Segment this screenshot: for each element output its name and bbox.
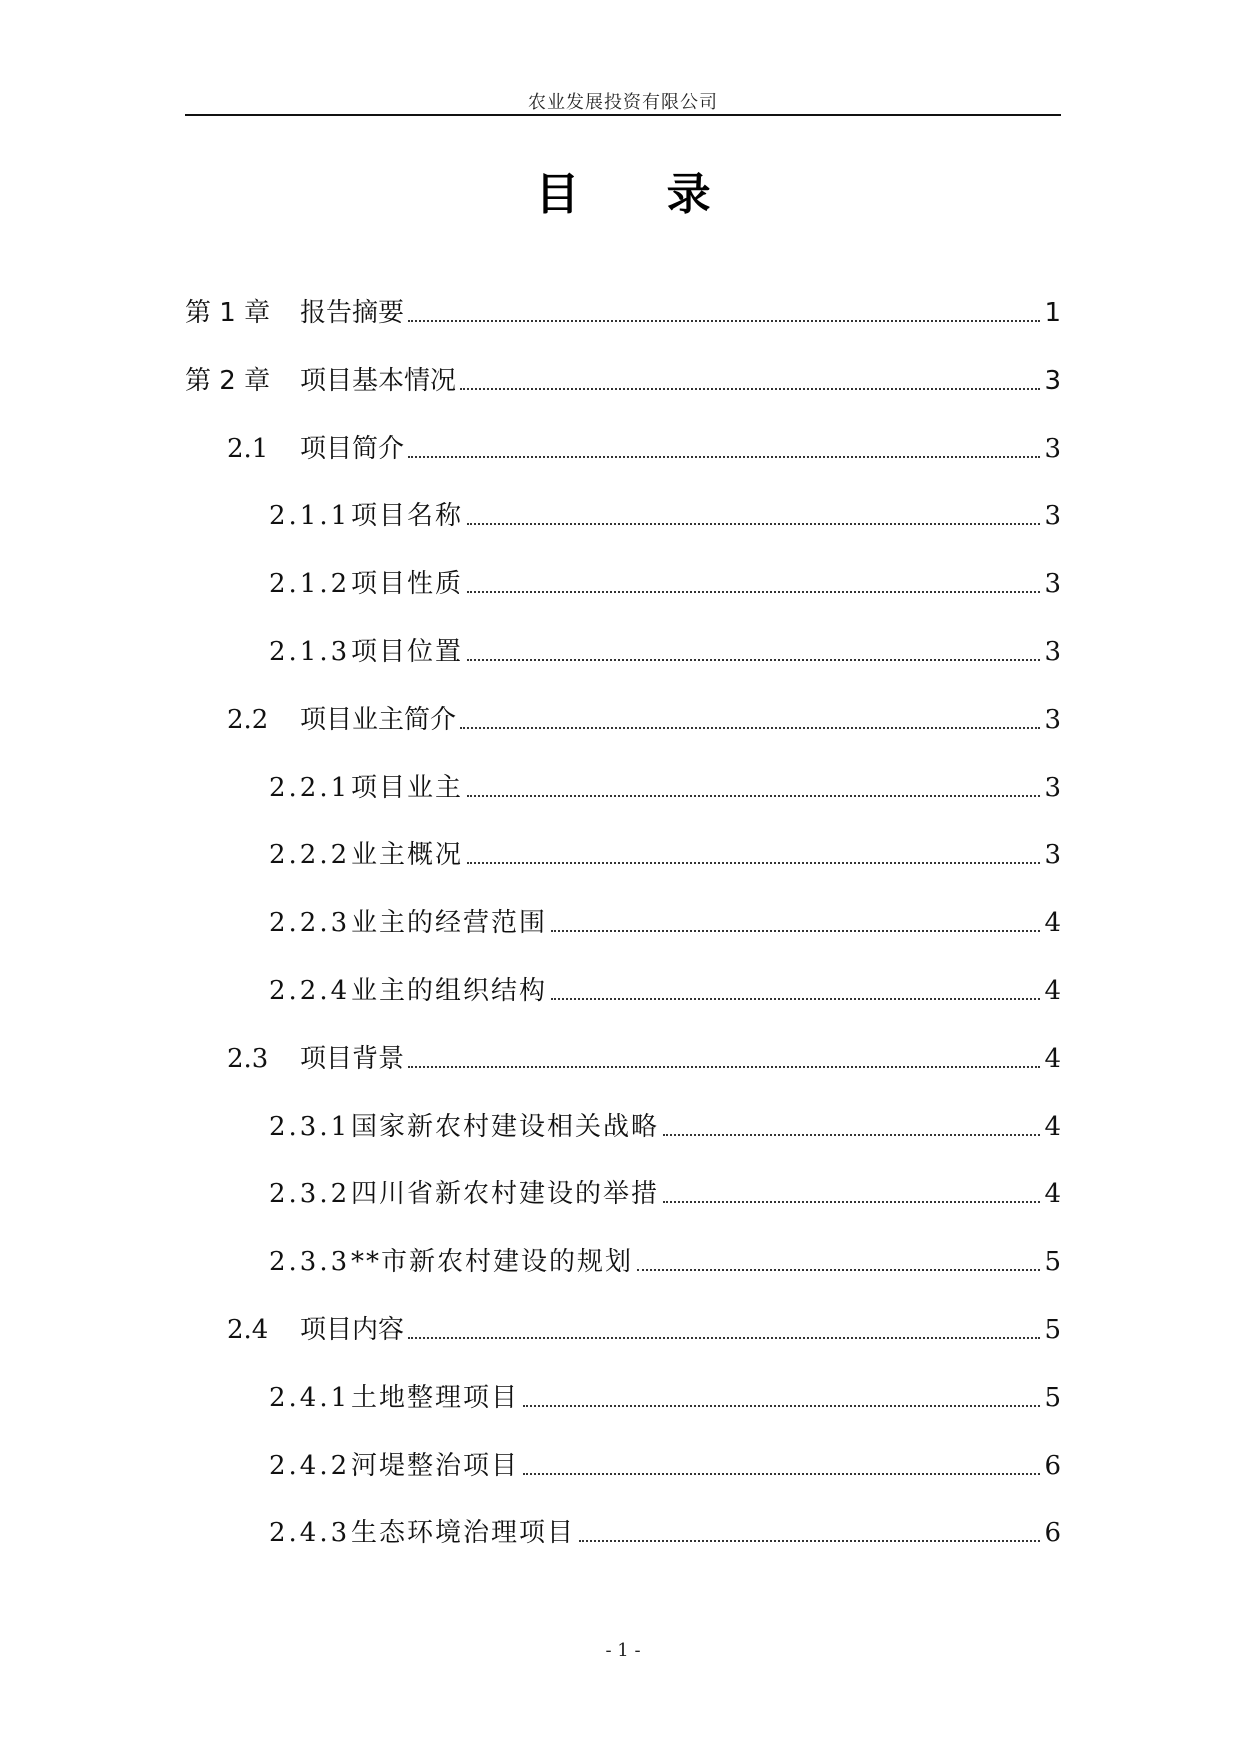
running-header: 农业发展投资有限公司: [528, 92, 718, 113]
dot-leader: [663, 1177, 1040, 1203]
dot-leader: [523, 1449, 1040, 1475]
toc-entry-page: 4: [1044, 1043, 1061, 1074]
toc-entry-2-1-3[interactable]: [185, 635, 1061, 703]
toc-entry-title: 四川省新农村建设的举措: [351, 1179, 660, 1210]
toc-entry-title: 业主的经营范围: [351, 908, 548, 939]
toc-entry-page: 1: [1044, 298, 1061, 328]
toc-entry-2-1-2[interactable]: [185, 567, 1061, 635]
toc-entry-title: 项目内容: [300, 1314, 405, 1345]
toc-entry-2-2[interactable]: [185, 703, 1061, 771]
toc-entry-page: 4: [1044, 1111, 1061, 1142]
toc-entry-title: 业主概况: [351, 840, 464, 871]
toc-entry-number: 2.1.2: [269, 569, 351, 600]
dot-leader: [467, 567, 1040, 593]
toc-entry-number: 2.2: [227, 704, 269, 735]
toc-entry-page: 3: [1044, 636, 1061, 667]
toc-entry-2-2-4[interactable]: [185, 974, 1061, 1042]
dot-leader: [551, 974, 1040, 1000]
toc-entry-page: 3: [1044, 501, 1061, 532]
table-of-contents: [185, 296, 1061, 1584]
toc-entry-title: 土地整理项目: [351, 1382, 520, 1413]
toc-entry-page: 4: [1044, 908, 1061, 939]
toc-entry-number: 2.4: [227, 1314, 269, 1345]
toc-entry-page: 5: [1044, 1382, 1061, 1413]
header-rule: [185, 114, 1061, 116]
dot-leader: [408, 296, 1040, 322]
dot-leader: [460, 703, 1040, 729]
toc-entry-2-3-1[interactable]: [185, 1110, 1061, 1178]
dot-leader: [579, 1516, 1040, 1542]
toc-entry-2-3-2[interactable]: [185, 1177, 1061, 1245]
toc-entry-page: 3: [1044, 569, 1061, 600]
toc-entry-page: 4: [1044, 975, 1061, 1006]
dot-leader: [408, 432, 1040, 458]
toc-entry-2-2-3[interactable]: [185, 906, 1061, 974]
dot-leader: [663, 1110, 1040, 1136]
toc-entry-title: 业主的组织结构: [351, 975, 548, 1006]
dot-leader: [523, 1381, 1040, 1407]
toc-entry-2-4-1[interactable]: [185, 1381, 1061, 1449]
toc-entry-page: 3: [1044, 704, 1061, 735]
toc-entry-page: 4: [1044, 1179, 1061, 1210]
dot-leader: [467, 635, 1040, 661]
toc-entry-2-3-3[interactable]: [185, 1245, 1061, 1313]
toc-entry-2-1-1[interactable]: [185, 499, 1061, 567]
toc-entry-page: 5: [1044, 1247, 1061, 1278]
toc-entry-第2章[interactable]: [185, 364, 1061, 432]
toc-entry-number: 2.2.2: [269, 840, 351, 871]
toc-entry-title: 项目简介: [300, 433, 405, 464]
toc-entry-2-2-1[interactable]: [185, 771, 1061, 839]
toc-entry-number: 2.1.1: [269, 501, 351, 532]
toc-entry-number: 2.4.1: [269, 1382, 351, 1413]
dot-leader: [467, 499, 1040, 525]
toc-entry-number: 2.3.1: [269, 1111, 351, 1142]
toc-entry-number: 2.1: [227, 433, 269, 464]
toc-entry-page: 3: [1044, 840, 1061, 871]
toc-entry-number: 2.2.4: [269, 975, 351, 1006]
toc-entry-title: 河堤整治项目: [351, 1450, 520, 1481]
toc-entry-title: 项目背景: [300, 1043, 405, 1074]
dot-leader: [460, 364, 1040, 390]
toc-entry-title: 生态环境治理项目: [351, 1518, 576, 1549]
toc-entry-2-1[interactable]: [185, 432, 1061, 500]
toc-entry-page: 3: [1044, 433, 1061, 464]
toc-entry-number: 2.1.3: [269, 636, 351, 667]
toc-entry-2-4-3[interactable]: [185, 1516, 1061, 1584]
toc-entry-2-4[interactable]: [185, 1313, 1061, 1381]
toc-entry-page: 6: [1044, 1450, 1061, 1481]
dot-leader: [408, 1042, 1040, 1068]
toc-entry-number: 2.3.2: [269, 1179, 351, 1210]
toc-entry-title: 项目基本情况: [300, 365, 457, 396]
dot-leader: [467, 838, 1040, 864]
toc-entry-2-2-2[interactable]: [185, 838, 1061, 906]
toc-entry-number: 2.2.1: [269, 772, 351, 803]
toc-entry-title: 项目业主: [351, 772, 464, 803]
toc-entry-page: 3: [1044, 772, 1061, 803]
toc-entry-title: 项目名称: [351, 501, 464, 532]
toc-entry-title: 报告摘要: [300, 298, 405, 328]
toc-entry-title: **市新农村建设的规划: [351, 1247, 634, 1278]
toc-entry-page: 5: [1044, 1314, 1061, 1345]
toc-entry-2-4-2[interactable]: [185, 1449, 1061, 1517]
toc-entry-number: 2.3: [227, 1043, 269, 1074]
toc-entry-2-3[interactable]: [185, 1042, 1061, 1110]
toc-entry-title: 项目性质: [351, 569, 464, 600]
dot-leader: [467, 771, 1040, 797]
toc-entry-第1章[interactable]: [185, 296, 1061, 364]
toc-entry-page: 6: [1044, 1518, 1061, 1549]
toc-entry-title: 国家新农村建设相关战略: [351, 1111, 660, 1142]
page-title: 目 录: [535, 169, 747, 220]
dot-leader: [637, 1245, 1040, 1271]
toc-entry-title: 项目位置: [351, 636, 464, 667]
toc-entry-page: 3: [1044, 365, 1061, 396]
dot-leader: [408, 1313, 1040, 1339]
toc-entry-title: 项目业主简介: [300, 704, 457, 735]
toc-entry-number: 第 1 章: [185, 298, 271, 328]
toc-entry-number: 第 2 章: [185, 365, 271, 396]
dot-leader: [551, 906, 1040, 932]
toc-entry-number: 2.4.3: [269, 1518, 351, 1549]
toc-entry-number: 2.3.3: [269, 1247, 351, 1278]
toc-entry-number: 2.4.2: [269, 1450, 351, 1481]
page-number: - 1 -: [605, 1640, 641, 1661]
toc-entry-number: 2.2.3: [269, 908, 351, 939]
